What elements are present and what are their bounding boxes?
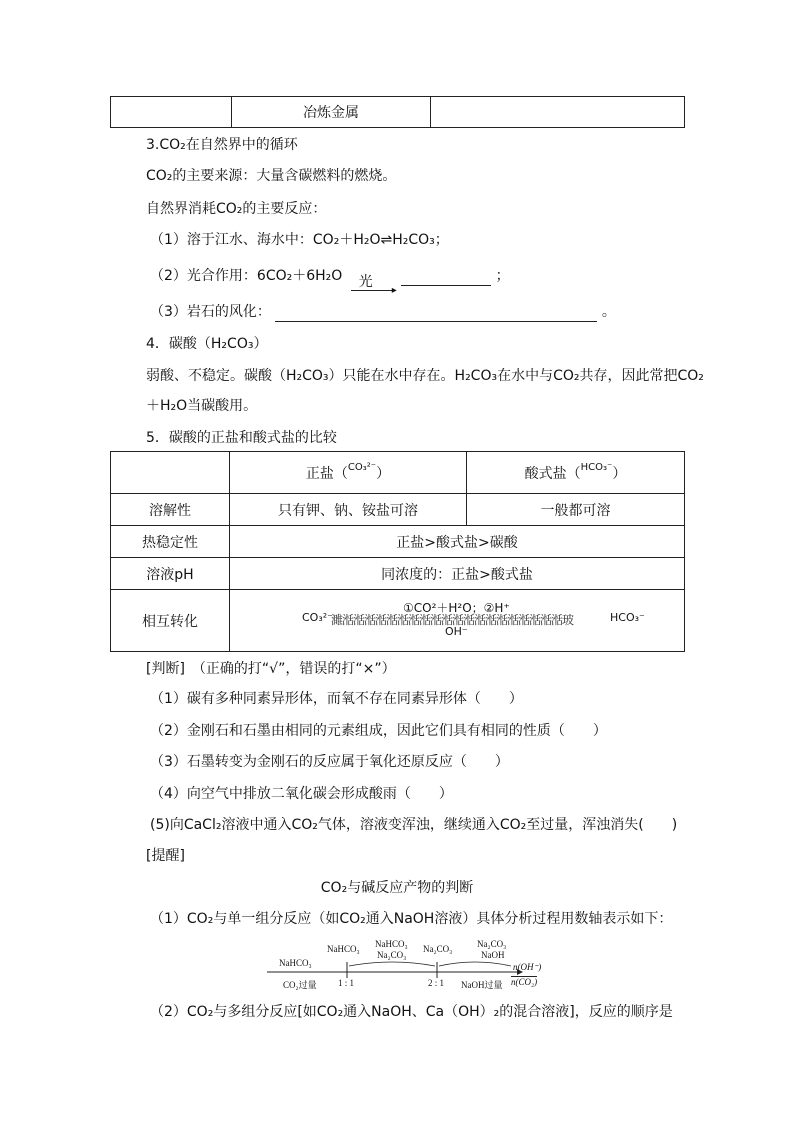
- axis-seg5a: Na₂CO₃: [477, 939, 507, 949]
- top-table: [110, 96, 685, 128]
- axis-seg2: NaHCO₃: [327, 944, 360, 954]
- number-axis-diagram: [265, 936, 542, 996]
- conv-left-ion: CO₃²⁻: [302, 610, 333, 624]
- sec3-r2-end: ；: [495, 268, 510, 284]
- light-label: 光: [358, 274, 373, 290]
- row-cell-merged: 正盐>酸式盐>碳酸: [230, 526, 685, 558]
- r3-answer-blank[interactable]: [275, 321, 597, 322]
- judge-title: [判断] （正确的打“√”，错误的打“×”）: [146, 661, 396, 677]
- axis-seg5b: NaOH: [481, 950, 505, 960]
- axis-ratio-bottom: n(CO₂): [511, 977, 538, 987]
- sec3-r2-prefix: （2）光合作用：6CO₂＋6H₂O: [150, 268, 343, 284]
- sec4-p2: ＋H₂O当碳酸用。: [146, 398, 258, 414]
- sec4-p1: 弱酸、不稳定。碳酸（H₂CO₃）只能在水中存在。H₂CO₃在水中与CO₂共存，因此常把CO₂: [146, 368, 704, 384]
- axis-tick2: 2 : 1: [428, 978, 445, 988]
- salt-table-corner: [111, 452, 230, 494]
- row-cell: 一般都可溶: [467, 494, 685, 526]
- arrow-line: [351, 290, 393, 291]
- axis-below2: NaOH过量: [461, 980, 503, 990]
- col-normal-label: 正盐（: [305, 466, 348, 482]
- hint-p2: （2）CO₂与多组分反应[如CO₂通入NaOH、Ca（OH）₂的混合溶液]，反应的顺序是: [150, 1004, 673, 1020]
- col-normal-ion: CO₃²⁻: [347, 462, 377, 473]
- sec3-r2: [150, 266, 510, 296]
- col-normal-close: ）: [376, 466, 391, 482]
- judge-item: （2）金刚石和石墨由相同的元素组成，因此它们具有相同的性质（ ）: [150, 723, 607, 739]
- top-table-cell-2: 冶炼金属: [232, 97, 431, 128]
- axis-seg4: Na₂CO₃: [423, 944, 453, 954]
- sec3-heading: 3.CO₂在自然界中的循环: [146, 137, 298, 153]
- col-normal-salt: [230, 452, 467, 494]
- conv-arrow-text: 濉湉湉湉湉湉湉湉湉湉湉湉湉湉湉湉湉湉湉湉湉玻: [331, 612, 574, 627]
- row-cell: 只有钾、钠、铵盐可溶: [230, 494, 467, 526]
- sec4-heading: 4．碳酸（H₂CO₃）: [146, 336, 268, 352]
- salt-table: [110, 451, 685, 652]
- row-label: 溶液pH: [111, 558, 230, 590]
- axis-seg3b: Na₂CO₃: [377, 950, 407, 960]
- axis-ratio-top: n(OH⁻): [513, 962, 542, 972]
- sec3-consume: 自然界消耗CO₂的主要反应：: [146, 201, 327, 217]
- row-label: 相互转化: [111, 590, 230, 652]
- axis-seg3a: NaHCO₃: [375, 939, 408, 949]
- hint-p1: （1）CO₂与单一组分反应（如CO₂通入NaOH溶液）具体分析过程用数轴表示如下：: [150, 911, 673, 927]
- axis-seg1: NaHCO₃: [279, 958, 312, 968]
- conv-bottom-condition: OH⁻: [445, 624, 468, 638]
- top-table-cell-1: [111, 97, 232, 128]
- conv-top-condition: ①CO²＋H²O；②H⁺: [403, 600, 510, 615]
- sec3-r3: [150, 302, 616, 322]
- arrow-head-icon: ▸: [391, 285, 397, 296]
- top-table-cell-3: [431, 97, 685, 128]
- col-acid-close: ）: [612, 466, 627, 482]
- col-acid-ion: HCO₃⁻: [580, 462, 613, 473]
- hint-center-title: CO₂与碱反应产物的判断: [320, 880, 474, 896]
- sec3-r3-prefix: （3）岩石的风化：: [150, 304, 271, 320]
- sec5-heading: 5．碳酸的正盐和酸式盐的比较: [146, 430, 337, 446]
- row-label: 溶解性: [111, 494, 230, 526]
- r2-answer-blank[interactable]: [401, 285, 491, 286]
- sec3-source: CO₂的主要来源：大量含碳燃料的燃烧。: [146, 168, 397, 184]
- judge-item: （1）碳有多种同素异形体，而氧不存在同素异形体（ ）: [150, 691, 523, 707]
- judge-item: （3）石墨转变为金刚石的反应属于氧化还原反应（ ）: [150, 754, 509, 770]
- judge-item: （4）向空气中排放二氧化碳会形成酸雨（ ）: [150, 786, 453, 802]
- judge-item: (5)向CaCl₂溶液中通入CO₂气体，溶液变浑浊，继续通入CO₂至过量，浑浊消失( ): [150, 817, 678, 833]
- col-acid-label: 酸式盐（: [524, 466, 581, 482]
- axis-below1: CO₂过量: [283, 980, 317, 990]
- axis-tick1: 1 : 1: [338, 978, 355, 988]
- sec3-r1: （1）溶于江水、海水中：CO₂＋H₂O⇌H₂CO₃；: [150, 232, 449, 248]
- col-acid-salt: [467, 452, 685, 494]
- conversion-cell: [230, 590, 685, 652]
- row-label: 热稳定性: [111, 526, 230, 558]
- row-cell-merged: 同浓度的：正盐>酸式盐: [230, 558, 685, 590]
- sec3-r3-end: 。: [601, 304, 616, 320]
- conv-right-ion: HCO₃⁻: [610, 610, 645, 624]
- hint-title: [提醒]: [146, 848, 185, 864]
